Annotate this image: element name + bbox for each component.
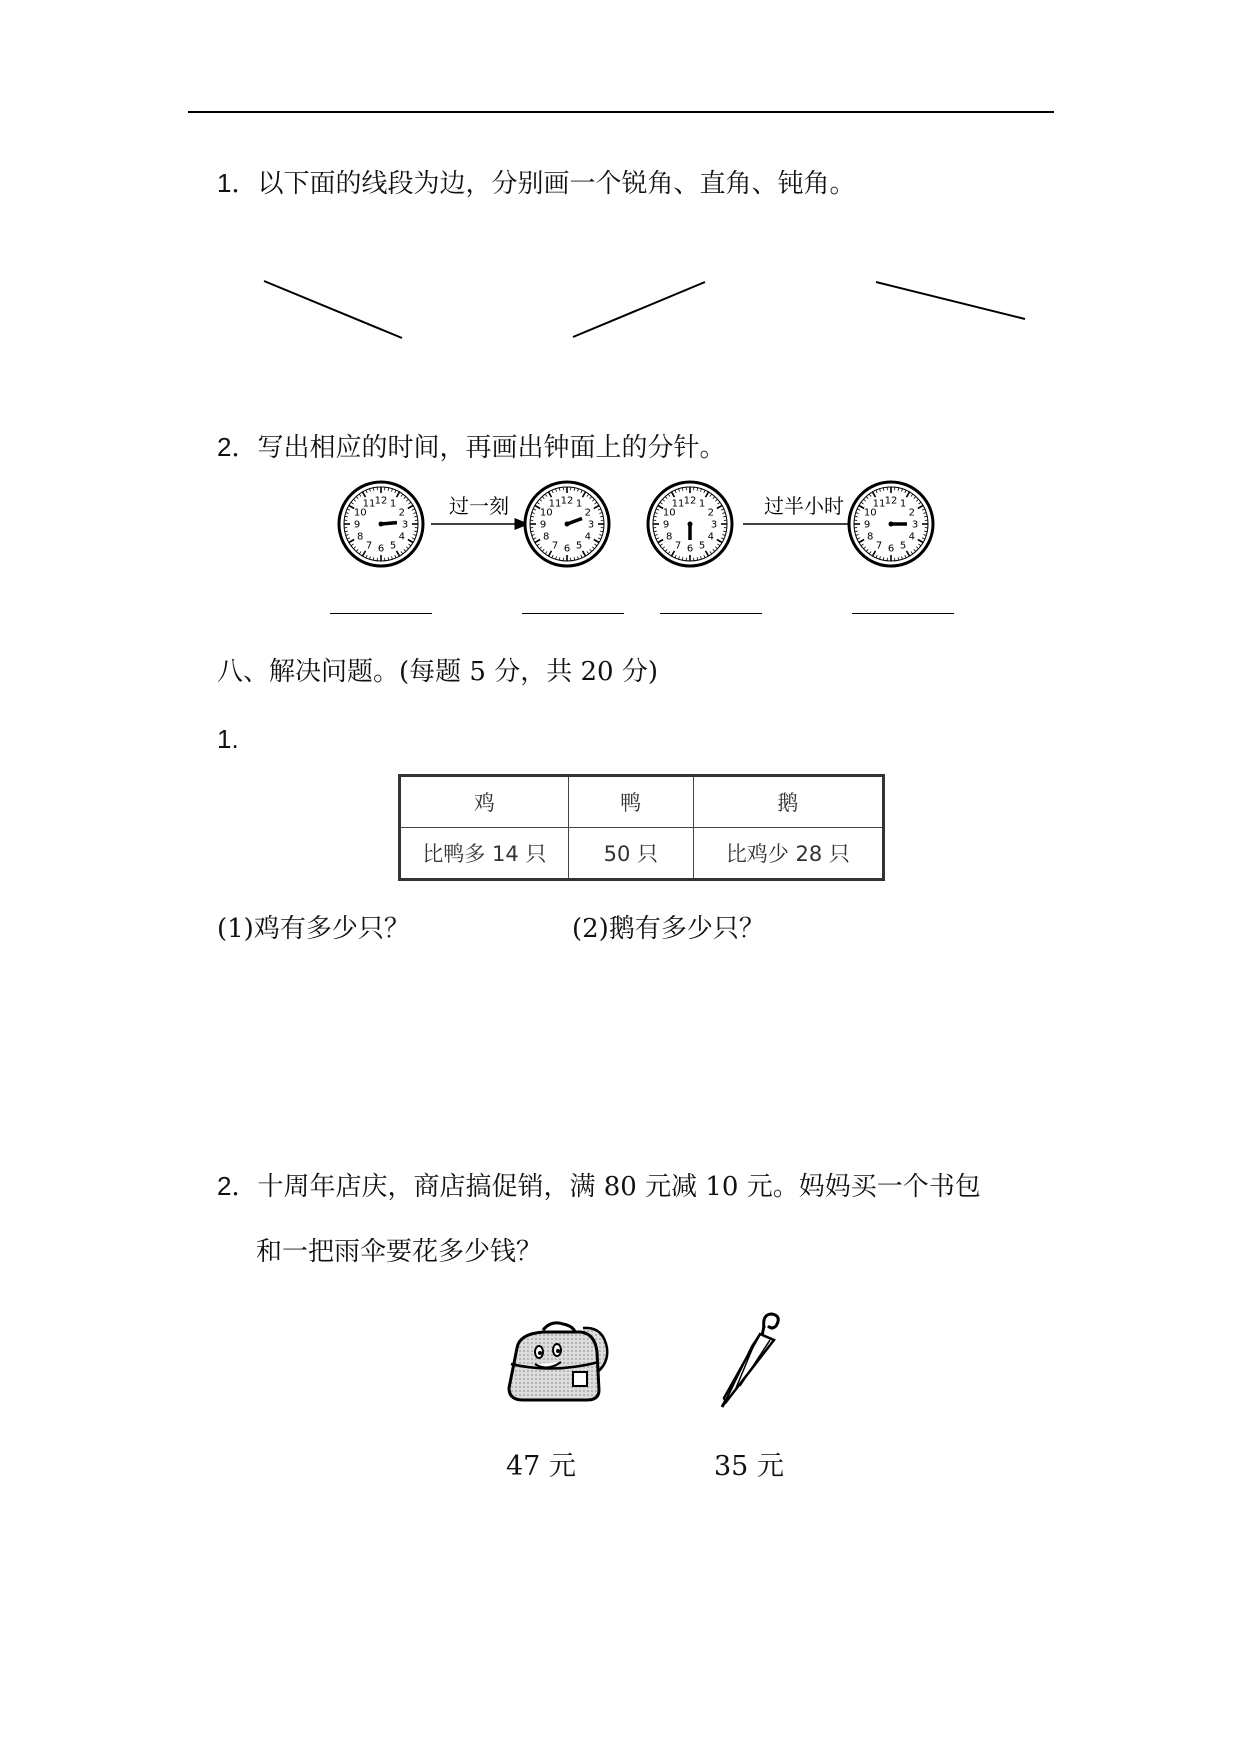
clock-number: 2: [707, 507, 714, 519]
clock-number: 3: [911, 519, 919, 531]
clock-number: 12: [884, 495, 898, 507]
clock-number: 6: [377, 543, 385, 555]
clock-number: 11: [671, 498, 685, 510]
sub-question-2: (2)鹅有多少只？: [572, 914, 765, 944]
answer-blank-4[interactable]: [852, 613, 954, 614]
clock-number: 3: [587, 519, 595, 531]
clock-number: 12: [683, 495, 697, 507]
clock-number: 1: [575, 498, 583, 510]
question-8-1-number: 1.: [217, 724, 239, 754]
question-text: 十周年店庆，商店搞促销，满 80 元减 10 元。妈妈买一个书包: [257, 1172, 981, 1202]
clock-number: 10: [539, 507, 553, 519]
clock-number: 5: [899, 540, 907, 552]
clock-number: 4: [707, 531, 714, 543]
clock-number: 9: [662, 519, 670, 531]
clock-number: 5: [575, 540, 583, 552]
arrow-1: [431, 494, 528, 524]
value-duck: 50 只: [568, 828, 693, 880]
value-goose: 比鸡少 28 只: [693, 828, 883, 880]
clock-number: 3: [710, 519, 718, 531]
clock-number: 6: [686, 543, 694, 555]
table-header-row: [400, 776, 884, 828]
clock-face-2[interactable]: [525, 482, 609, 566]
clock-number: 9: [863, 519, 871, 531]
clock-number: 12: [374, 495, 388, 507]
question-number: 1．: [217, 168, 258, 198]
header-duck: 鸭: [568, 776, 693, 828]
question-number: 2．: [217, 432, 258, 462]
question-text: 写出相应的时间，再画出钟面上的分针。: [257, 433, 726, 463]
answer-blank-3[interactable]: [660, 613, 762, 614]
clock-number: 10: [353, 507, 367, 519]
clock-number: 6: [563, 543, 571, 555]
clock-number: 8: [357, 531, 364, 543]
clock-number: 8: [666, 531, 673, 543]
clock-number: 9: [539, 519, 547, 531]
clock-number: 2: [584, 507, 591, 519]
segment-2[interactable]: [573, 282, 705, 337]
clock-number: 8: [543, 531, 550, 543]
clock-number: 12: [560, 495, 574, 507]
arrow-2-label: 过半小时: [764, 494, 844, 518]
clock-number: 10: [863, 507, 877, 519]
clock-number: 5: [389, 540, 397, 552]
clock-number: 10: [662, 507, 676, 519]
header-goose: 鹅: [693, 776, 883, 828]
clock-number: 1: [389, 498, 397, 510]
clock-number: 4: [584, 531, 591, 543]
clock-number: 2: [908, 507, 915, 519]
clock-number: 11: [872, 498, 886, 510]
clock-number: 4: [908, 531, 915, 543]
clock-number: 1: [698, 498, 706, 510]
value-chicken: 比鸭多 14 只: [400, 828, 569, 880]
clock-number: 9: [353, 519, 361, 531]
clock-number: 3: [401, 519, 409, 531]
clock-number: 5: [698, 540, 706, 552]
arrow-2: [743, 494, 865, 524]
segment-1[interactable]: [264, 281, 402, 338]
backpack-icon: [503, 1318, 613, 1404]
question-number: 2．: [217, 1171, 258, 1201]
backpack-price: 47 元: [506, 1451, 576, 1482]
clock-number: 8: [867, 531, 874, 543]
question-7-2: [217, 430, 725, 465]
clock-number: 6: [887, 543, 895, 555]
sub-question-1: (1)鸡有多少只？: [217, 914, 410, 944]
clock-number: 7: [674, 540, 682, 552]
arrow-1-label: 过一刻: [449, 494, 509, 518]
clock-number: 4: [398, 531, 405, 543]
clock-number: 1: [899, 498, 907, 510]
clock-face-4[interactable]: [849, 482, 933, 566]
table-value-row: [400, 828, 884, 880]
question-text: 以下面的线段为边，分别画一个锐角、直角、钝角。: [257, 169, 856, 199]
line-segments: [0, 0, 1241, 400]
answer-blank-1[interactable]: [330, 613, 432, 614]
umbrella-icon: [712, 1310, 782, 1410]
clock-face-1[interactable]: [339, 482, 423, 566]
clock-face-3[interactable]: [648, 482, 732, 566]
clock-number: 11: [548, 498, 562, 510]
animal-table: [398, 774, 885, 881]
question-8-2-line1: [217, 1169, 981, 1204]
header-chicken: 鸡: [400, 776, 569, 828]
segment-3[interactable]: [876, 282, 1025, 319]
clock-number: 2: [398, 507, 405, 519]
answer-blank-2[interactable]: [522, 613, 624, 614]
clock-number: 7: [875, 540, 883, 552]
clocks-figure: [0, 470, 1241, 580]
clock-number: 7: [365, 540, 373, 552]
clock-number: 11: [362, 498, 376, 510]
umbrella-price: 35 元: [714, 1451, 784, 1482]
clock-number: 7: [551, 540, 559, 552]
question-8-2-line2: 和一把雨伞要花多少钱？: [256, 1237, 543, 1267]
section-8-heading: 八、解决问题。(每题 5 分，共 20 分): [217, 657, 658, 687]
